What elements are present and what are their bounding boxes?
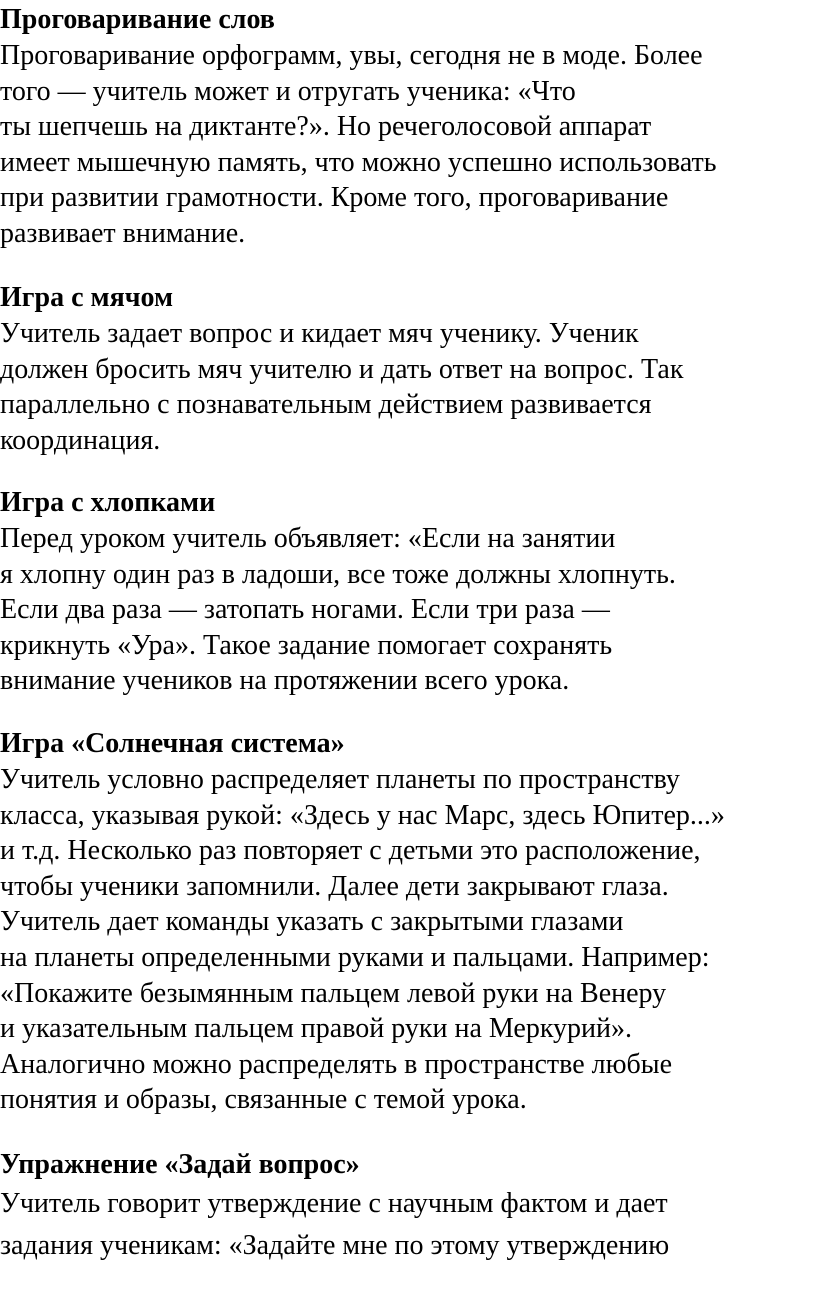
paragraph-line: класса, указывая рукой: «Здесь у нас Марс, здесь Юпитер...» xyxy=(0,799,725,831)
paragraph-line: того — учитель может и отругать ученика: «Что xyxy=(0,75,576,107)
paragraph-line: параллельно с познавательным действием развивается xyxy=(0,389,652,421)
paragraph-line: Проговаривание орфограмм, увы, сегодня не в моде. Более xyxy=(0,40,703,71)
paragraph-line: крикнуть «Ура». Такое задание помогает сохранять xyxy=(0,629,613,661)
paragraph-line: имеет мышечную память, что можно успешно использовать xyxy=(0,146,717,178)
paragraph-line: понятия и образы, связанные с темой урока. xyxy=(0,1084,527,1116)
section-heading: Игра с мячом xyxy=(0,282,174,313)
paragraph-line: должен бросить мяч учителю и дать ответ на вопрос. Так xyxy=(0,353,684,385)
paragraph-line: ты шепчешь на диктанте?». Но речеголосовой аппарат xyxy=(0,111,652,143)
section-solar-system-game xyxy=(0,726,816,1118)
section-heading: Упражнение «Задай вопрос» xyxy=(0,1149,360,1180)
paragraph-line: Учитель задает вопрос и кидает мяч ученику. Ученик xyxy=(0,318,639,349)
paragraph-line: Аналогично можно распределять в пространстве любые xyxy=(0,1048,673,1080)
section-ball-game xyxy=(0,280,816,458)
paragraph-line: Учитель дает команды указать с закрытыми глазами xyxy=(0,906,624,938)
section-clap-game xyxy=(0,485,816,699)
section-heading: Игра «Солнечная система» xyxy=(0,728,345,759)
paragraph-line: на планеты определенными руками и пальцами. Например: xyxy=(0,941,710,973)
paragraph-line: внимание учеников на протяжении всего урока. xyxy=(0,665,570,697)
paragraph-line: Учитель говорит утверждение с научным фактом и дает xyxy=(0,1188,668,1219)
paragraph-line: Если два раза — затопать ногами. Если три раза — xyxy=(0,594,610,626)
paragraph-line: и т.д. Несколько раз повторяет с детьми это расположение, xyxy=(0,835,701,867)
section-heading: Проговаривание слов xyxy=(0,4,275,35)
section-ask-question-exercise xyxy=(0,1147,816,1267)
paragraph-line: Учитель условно распределяет планеты по пространству xyxy=(0,764,680,795)
paragraph-line: я хлопну один раз в ладоши, все тоже должны хлопнуть. xyxy=(0,558,676,590)
paragraph-line: чтобы ученики запомнили. Далее дети закрывают глаза. xyxy=(0,870,669,902)
section-heading: Игра с хлопками xyxy=(0,487,216,518)
section-pronunciation xyxy=(0,2,816,252)
paragraph-line: и указательным пальцем правой руки на Меркурий». xyxy=(0,1013,632,1045)
paragraph-line: задания ученикам: «Задайте мне по этому утверждению xyxy=(0,1230,670,1261)
paragraph-line: «Покажите безымянным пальцем левой руки на Венеру xyxy=(0,977,667,1009)
paragraph-line: Перед уроком учитель объявляет: «Если на занятии xyxy=(0,523,616,554)
paragraph-line: координация. xyxy=(0,424,161,456)
paragraph-line: развивает внимание. xyxy=(0,217,246,249)
paragraph-line: при развитии грамотности. Кроме того, проговаривание xyxy=(0,182,669,214)
